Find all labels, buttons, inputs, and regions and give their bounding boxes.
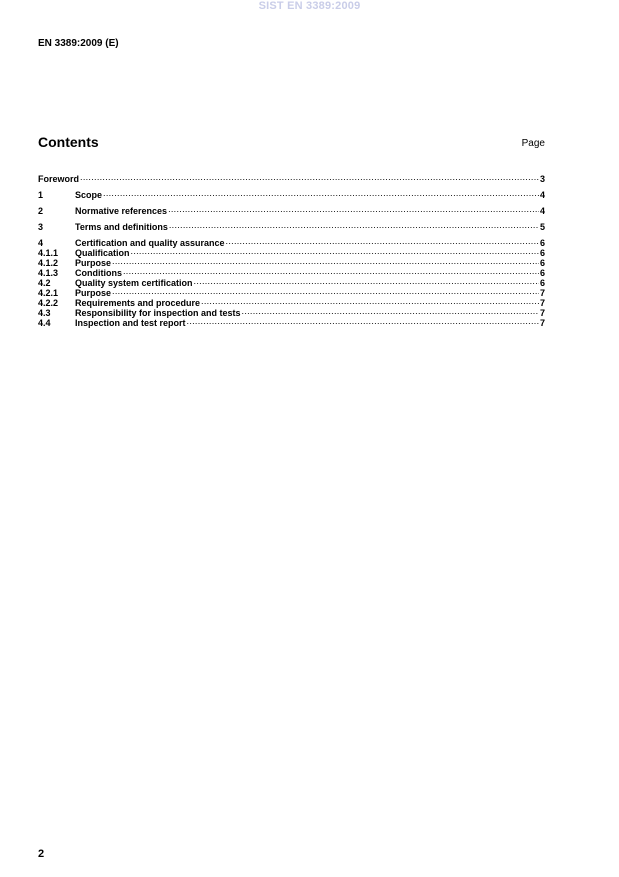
toc-entry-title: Foreword bbox=[38, 174, 80, 184]
toc-entry-title: Inspection and test report bbox=[75, 318, 186, 328]
toc-entry[interactable] bbox=[38, 236, 545, 246]
toc-entry-page: 6 bbox=[539, 248, 545, 258]
toc-entry[interactable] bbox=[38, 266, 545, 276]
toc-entry-title: Purpose bbox=[75, 288, 112, 298]
toc-entry[interactable] bbox=[38, 220, 545, 230]
toc-entry[interactable] bbox=[38, 172, 545, 182]
toc-entry[interactable] bbox=[38, 306, 545, 316]
toc-entry-title: Purpose bbox=[75, 258, 112, 268]
toc-entry-number: 4.2 bbox=[38, 278, 51, 288]
toc-leader-dots bbox=[168, 204, 539, 214]
toc-entry-page: 6 bbox=[539, 278, 545, 288]
toc-entry-number: 4.4 bbox=[38, 318, 51, 328]
toc-entry[interactable] bbox=[38, 286, 545, 296]
toc-leader-dots bbox=[123, 266, 539, 276]
toc-entry-title: Conditions bbox=[75, 268, 122, 278]
toc-entry-title: Qualification bbox=[75, 248, 130, 258]
toc-leader-dots bbox=[112, 286, 539, 296]
toc-entry-number: 4.2.2 bbox=[38, 298, 59, 308]
toc-entry-title: Normative references bbox=[75, 206, 168, 216]
toc-entry-page: 6 bbox=[539, 268, 545, 278]
toc-leader-dots bbox=[131, 246, 539, 256]
toc-entry-number: 3 bbox=[38, 222, 44, 232]
table-of-contents bbox=[38, 172, 545, 326]
toc-entry-page: 7 bbox=[539, 318, 545, 328]
toc-entry[interactable] bbox=[38, 246, 545, 256]
toc-entry-page: 7 bbox=[539, 298, 545, 308]
watermark: SIST EN 3389:2009 bbox=[258, 0, 361, 12]
toc-entry-number: 1 bbox=[38, 190, 44, 200]
toc-entry-number: 2 bbox=[38, 206, 44, 216]
toc-leader-dots bbox=[242, 306, 539, 316]
toc-entry[interactable] bbox=[38, 276, 545, 286]
toc-entry-page: 7 bbox=[539, 288, 545, 298]
toc-entry[interactable] bbox=[38, 316, 545, 326]
toc-entry-title: Scope bbox=[75, 190, 103, 200]
toc-leader-dots bbox=[226, 236, 539, 246]
toc-entry-number: 4 bbox=[38, 238, 44, 248]
toc-leader-dots bbox=[112, 256, 539, 266]
toc-entry-title: Quality system certification bbox=[75, 278, 193, 288]
page-number: 2 bbox=[38, 848, 45, 860]
toc-leader-dots bbox=[194, 276, 539, 286]
toc-entry[interactable] bbox=[38, 188, 545, 198]
toc-entry-number: 4.2.1 bbox=[38, 288, 59, 298]
toc-entry-number: 4.3 bbox=[38, 308, 51, 318]
toc-entry[interactable] bbox=[38, 296, 545, 306]
toc-entry-number: 4.1.2 bbox=[38, 258, 59, 268]
toc-entry-title: Terms and definitions bbox=[75, 222, 168, 232]
toc-leader-dots bbox=[80, 172, 539, 182]
toc-entry-page: 4 bbox=[539, 190, 545, 200]
toc-entry[interactable] bbox=[38, 256, 545, 266]
page-column-label: Page bbox=[521, 138, 545, 149]
toc-entry-number: 4.1.3 bbox=[38, 268, 59, 278]
document-id: EN 3389:2009 (E) bbox=[38, 38, 119, 49]
toc-entry-page: 6 bbox=[539, 238, 545, 248]
toc-entry-title: Certification and quality assurance bbox=[75, 238, 225, 248]
toc-leader-dots bbox=[103, 188, 539, 198]
toc-entry-page: 3 bbox=[539, 174, 545, 184]
toc-entry-page: 5 bbox=[539, 222, 545, 232]
toc-leader-dots bbox=[187, 316, 539, 326]
toc-entry-page: 4 bbox=[539, 206, 545, 216]
toc-entry-page: 6 bbox=[539, 258, 545, 268]
toc-entry-title: Responsibility for inspection and tests bbox=[75, 308, 241, 318]
toc-entry-title: Requirements and procedure bbox=[75, 298, 201, 308]
contents-title: Contents bbox=[38, 134, 99, 150]
toc-leader-dots bbox=[201, 296, 539, 306]
toc-entry-page: 7 bbox=[539, 308, 545, 318]
toc-leader-dots bbox=[169, 220, 539, 230]
toc-entry-number: 4.1.1 bbox=[38, 248, 59, 258]
toc-entry[interactable] bbox=[38, 204, 545, 214]
